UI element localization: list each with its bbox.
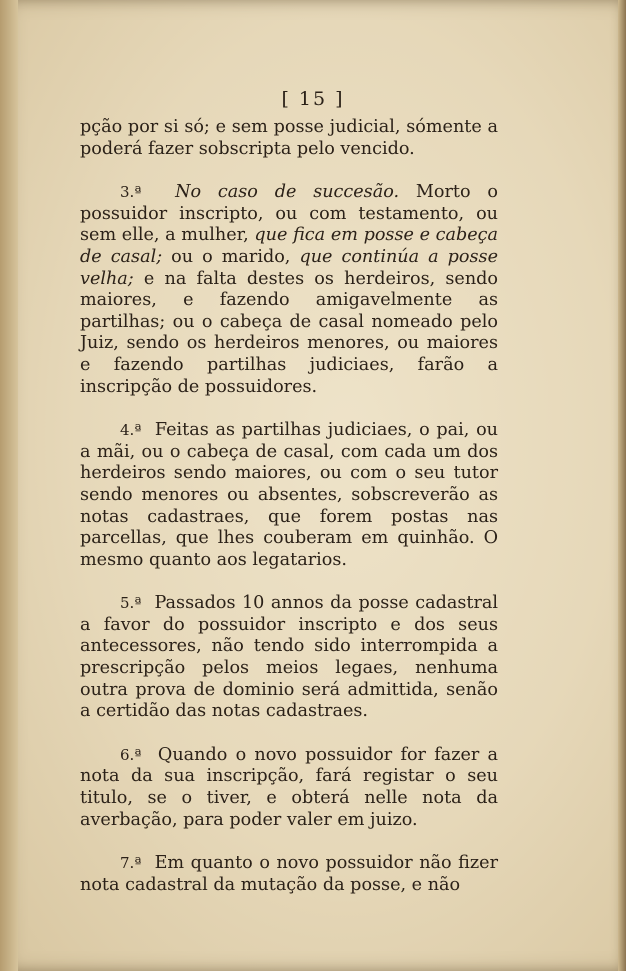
article-number: 4.ª: [120, 421, 142, 440]
article-paragraph: [80, 593, 498, 723]
page-outer-edge: [618, 0, 626, 971]
text-run: pção por si só; e sem posse judicial, sómente a poderá fazer sobscripta pelo vencido.: [80, 117, 498, 159]
text-run: Morto o possuidor inscripto, ou com testamento, ou sem elle, a mulher,: [80, 182, 498, 246]
text-run: Quando o novo possuidor for fazer a nota da sua inscripção, fará registar o seu titulo, se o tiver, e obterá nelle nota da averbação, para poder valer em juizo.: [80, 744, 499, 830]
italic-run: No caso de succesão.: [175, 182, 400, 203]
body-text: [80, 117, 498, 896]
article-number: 6.ª: [120, 745, 142, 764]
text-run: ou o marido,: [162, 246, 300, 267]
article-paragraph: [80, 420, 498, 571]
text-run: Em quanto o novo possuidor não fizer nota cadastral da mutação da posse, e não: [80, 853, 498, 895]
article-number: 5.ª: [120, 594, 142, 613]
page-gutter-edge: [0, 0, 18, 971]
article-paragraph: [80, 853, 498, 896]
text-run: Feitas as partilhas judiciaes, o pai, ou a mãi, ou o cabeça de casal, com cada um dos herdeiros sendo maiores, ou com o seu tutor sendo menores ou absentes, sobscreverão as notas cadastraes, que forem postas nas parcellas, que lhes couberam em quinhão. O mesmo quanto aos legatarios.: [80, 420, 499, 570]
page-number: [ 15 ]: [281, 88, 345, 110]
italic-run: que continúa a posse velha;: [80, 246, 498, 289]
text-run: Passados 10 annos da posse cadastral a favor do possuidor inscripto e dos seus antecessores, não tendo sido interrompida a prescripção pelos meios legaes, nenhuma outra prova de dominio será admittida, senão a certidão das notas cadastraes.: [80, 593, 499, 722]
text-run: e na falta destes os herdeiros, sendo maiores, e fazendo amigavelmente as partilhas; ou o cabeça de casal nomeado pelo Juiz, sendo os herdeiros menores, ou maiores e fazendo partilhas judiciaes, farão a inscripção de possuidores.: [80, 268, 498, 397]
article-paragraph: [80, 182, 498, 398]
continued-paragraph: [80, 117, 498, 160]
italic-run: que fica em posse e cabeça de casal;: [80, 225, 498, 267]
article-number: 3.ª: [120, 183, 142, 202]
article-number: 7.ª: [120, 854, 142, 873]
article-paragraph: [80, 745, 498, 831]
